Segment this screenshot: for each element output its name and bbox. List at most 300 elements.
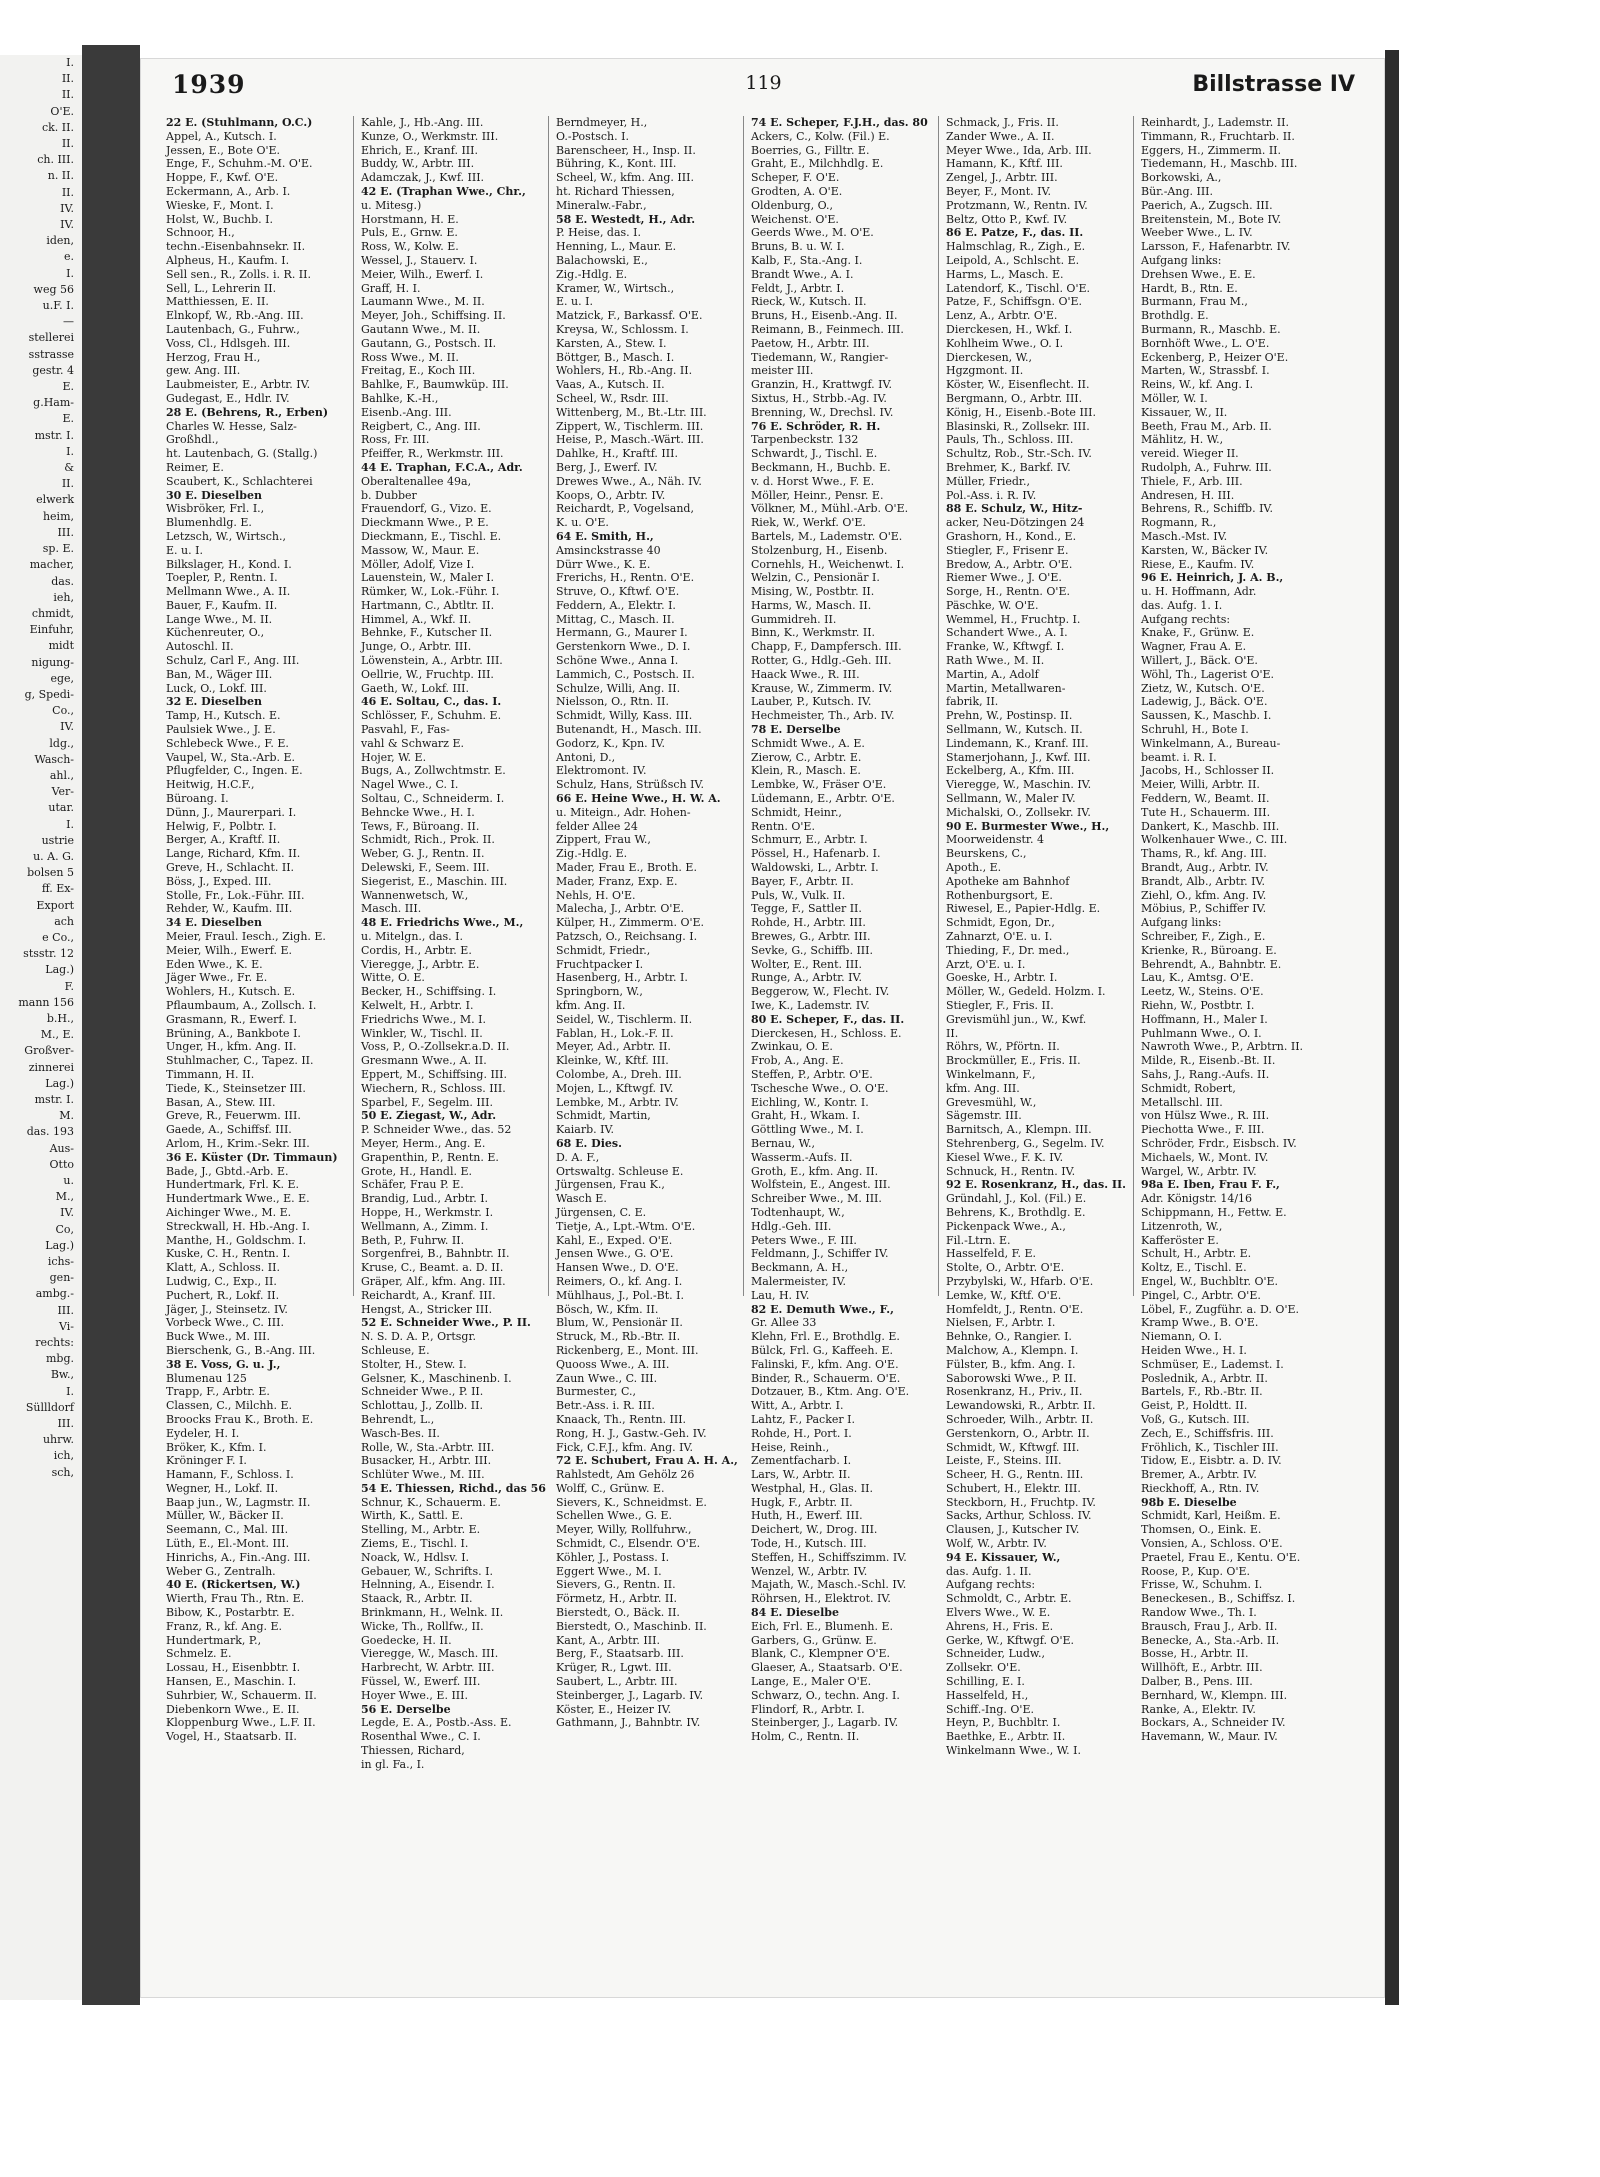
directory-entry: Zander Wwe., A. II. [946,129,1055,143]
directory-entry: 88 E. Schulz, W., Hitz- [946,502,1083,516]
previous-page-fragment: nigung- [31,655,74,669]
directory-entry: Bilkslager, H., Kond. I. [166,557,292,571]
directory-entry: Feldt, J., Arbtr. I. [751,281,845,295]
directory-entry: Blumenau 125 [166,1371,247,1385]
directory-entry: Nawroth Wwe., P., Arbtrn. II. [1141,1040,1304,1054]
directory-entry: Vieregge, W., Masch. III. [361,1647,499,1661]
directory-entry: Sorgenfrei, B., Bahnbtr. II. [361,1247,510,1261]
directory-entry: Karsten, A., Stew. I. [556,336,667,350]
directory-entry: Knaack, Th., Rentn. III. [556,1412,687,1426]
directory-entry: Pflaumbaum, A., Zollsch. I. [166,999,317,1012]
directory-entry: Bülck, Frl. G., Kaffeeh. E. [751,1343,894,1357]
directory-entry: Schroeder, Wilh., Arbtr. II. [946,1412,1094,1426]
directory-entry: Kafferöster E. [1141,1233,1219,1247]
directory-entry: Reichardt, P., Vogelsand, [556,502,694,516]
directory-entry: E. u. I. [556,295,593,309]
directory-entry: Lau, K., Amtsg. O'E. [1141,971,1254,985]
directory-entry: Arzt, O'E. u. I. [946,957,1026,971]
directory-entry: Küchenreuter, O., [166,626,265,640]
directory-entry: Suhrbier, W., Schauerm. II. [166,1688,317,1702]
directory-entry: Bahlke, K.-H., [361,391,439,405]
previous-page-fragment: ich, [53,1449,74,1463]
directory-entry: Rudolph, A., Fuhrw. III. [1141,460,1272,474]
directory-entry: II. [946,1026,959,1040]
directory-entry: Wöhl, Th., Lagerist O'E. [1141,667,1275,681]
directory-entry: Göttling Wwe., M. I. [751,1123,864,1137]
directory-entry: Marten, W., Strassbf. I. [1141,364,1270,378]
directory-entry: Chapp, F., Dampfersch. III. [751,640,902,654]
directory-entry: Vogel, H., Staatsarb. II. [166,1730,297,1744]
directory-entry: Beth, P., Fuhrw. II. [361,1233,465,1247]
directory-entry: Bartels, F., Rb.-Btr. II. [1141,1385,1263,1399]
directory-entry: Bierstedt, O., Maschinb. II. [556,1619,707,1633]
directory-entry: Schöne Wwe., Anna I. [556,654,679,668]
directory-entry: Vorbeck Wwe., C. III. [166,1316,284,1330]
previous-page-fragment: III. [57,1303,74,1317]
directory-entry: Lauber, P., Kutsch. IV. [751,695,872,709]
directory-entry: Broocks Frau K., Broth. E. [166,1412,314,1426]
directory-entry: Blasinski, R., Zollsekr. III. [946,419,1090,433]
directory-entry: Sacks, Arthur, Schloss. IV. [946,1509,1092,1523]
directory-entry: Schmidt, Martin, [556,1109,651,1123]
directory-entry: Jacobs, H., Schlosser II. [1141,764,1275,778]
previous-page-text [0,55,82,1481]
directory-entry: Butenandt, H., Masch. III. [556,723,702,737]
directory-entry: Knake, F., Grünw. E. [1141,626,1255,640]
directory-entry: Gerstenkorn Wwe., D. I. [556,640,691,654]
directory-entry: Schilling, E. I. [946,1675,1025,1689]
directory-entry: Mader, Franz, Exp. E. [556,874,678,888]
directory-entry: Michalski, O., Zollsekr. IV. [946,805,1091,819]
previous-page-fragment: M. [59,1109,74,1123]
directory-entry: Graht, E., Milchhdlg. E. [751,157,884,171]
previous-page-fragment: b.H., [46,1011,74,1025]
page-edge-shadow [1385,50,1399,2005]
directory-entry: Boerries, G., Filltr. E. [751,143,870,157]
directory-entry: Barenscheer, H., Insp. II. [556,143,696,157]
directory-entry: Graht, H., Wkam. I. [751,1109,860,1123]
directory-entry: Büroang. I. [166,792,229,806]
directory-entry: Schmidt, Friedr., [556,943,651,957]
directory-entry: Steffen, P., Arbtr. O'E. [751,1067,873,1081]
directory-entry: Kissauer, W., II. [1141,405,1228,419]
directory-entry: 66 E. Heine Wwe., H. W. A. [556,792,721,806]
directory-entry: Behrendt, A., Bahnbtr. E. [1141,957,1282,971]
directory-entry: Hasselfeld, H., [946,1688,1029,1702]
directory-entry: Sellmann, W., Maler IV. [946,792,1076,806]
directory-entry: Oellrie, W., Fruchtp. III. [361,667,494,681]
previous-page-fragment: M., E. [40,1028,74,1042]
directory-entry: Becker, H., Schiffsing. I. [361,985,497,999]
directory-entry: Siegerist, E., Maschin. III. [361,874,508,888]
directory-entry: Gudegast, E., Hdlr. IV. [166,391,290,405]
directory-entry: beamt. i. R. I. [1141,750,1217,764]
directory-entry: Lahtz, F., Packer I. [751,1412,855,1426]
directory-entry: Berg, F., Staatsarb. III. [556,1647,684,1661]
directory-entry: Burmester, C., [556,1385,637,1399]
directory-entry: Tarpenbeckstr. 132 [751,433,859,447]
directory-entry: Dierckesen, H., Wkf. I. [946,322,1073,336]
directory-entry: Hoppe, H., Werkmstr. I. [361,1205,494,1219]
directory-entry: u. Mitelgn., das. I. [361,930,464,944]
directory-entry: Wicke, Th., Rollfw., II. [361,1619,484,1633]
directory-entry: Amsinckstrasse 40 [556,543,661,557]
directory-entry: Apotheke am Bahnhof [946,874,1070,888]
directory-entry: Weeber Wwe., L. IV. [1141,226,1253,240]
directory-entry: Beeth, Frau M., Arb. II. [1141,419,1272,433]
directory-entry: Rath Wwe., M. II. [946,654,1045,668]
directory-entry: Gelsner, K., Maschinenb. I. [361,1371,512,1385]
directory-entry: Meyer, Joh., Schiffsing. II. [361,309,506,323]
directory-entry: Baap jun., W., Lagmstr. II. [166,1495,311,1509]
directory-entry: Schellen Wwe., G. E. [556,1509,673,1523]
previous-page-fragment: chmidt, [31,606,74,620]
directory-entry: Lossau, H., Eisenbbtr. I. [166,1661,301,1675]
directory-entry: Harbrecht, W. Arbtr. III. [361,1661,495,1675]
directory-entry: Litzenroth, W., [1141,1219,1223,1233]
directory-entry: Tschesche Wwe., O. O'E. [751,1081,889,1095]
previous-page-fragment: II. [61,72,74,86]
directory-entry: Kiesel Wwe., F. K. IV. [946,1150,1064,1164]
directory-entry: Puchert, R., Lokf. II. [166,1288,280,1302]
directory-entry: Classen, C., Milchh. E. [166,1399,293,1413]
directory-entry: Winkelmann, A., Bureau- [1141,736,1281,750]
directory-entry: b. Dubber [361,488,417,502]
directory-entry: Scheer, H. G., Rentn. III. [946,1468,1084,1482]
directory-entry: Röhrs, W., Pförtn. II. [946,1040,1060,1054]
directory-entry: Praetel, Frau E., Kentu. O'E. [1141,1550,1301,1564]
directory-entry: Kruse, C., Beamt. a. D. II. [361,1261,504,1275]
directory-entry: Sievers, K., Schneidmst. E. [556,1495,707,1509]
directory-entry: Beckmann, H., Buchb. E. [751,460,891,474]
directory-entry: Berndmeyer, H., [556,116,648,129]
directory-entry: Köster, W., Eisenflecht. II. [946,378,1090,392]
directory-entry: Wessel, J., Stauerv. I. [361,253,478,267]
directory-entry: Fablan, H., Lok.-F. II. [556,1026,674,1040]
previous-page-fragment: g.Ham- [33,396,74,410]
directory-entry: Ross, W., Kolw. E. [361,240,459,254]
directory-entry: Riwesel, E., Papier-Hdlg. E. [946,902,1101,916]
directory-entry: Brandt Wwe., A. I. [751,267,854,281]
directory-entry: Rothenburgsort, E. [946,888,1053,902]
directory-entry: Tews, F., Büroang. II. [361,819,480,833]
directory-entry: Brewes, G., Arbtr. III. [751,930,871,944]
previous-page-fragment: sch, [51,1465,74,1479]
directory-entry: Vieregge, J., Arbtr. E. [361,957,480,971]
directory-entry: Fröhlich, K., Tischler III. [1141,1440,1279,1454]
previous-page-fragment: ach [54,914,74,928]
directory-entry: Milde, R., Eisenb.-Bt. II. [1141,1054,1276,1068]
page-year: 1939 [172,70,246,99]
directory-entry: Bahlke, F., Baumwküp. III. [361,378,509,392]
directory-entry: Eydeler, H. I. [166,1426,240,1440]
previous-page-fragment: M., [55,1190,74,1204]
previous-page-fragment: g, Spedi- [24,687,74,701]
directory-entry: Willert, J., Bäck. O'E. [1141,654,1258,668]
directory-entry: Hartmann, C., Abtltr. II. [361,598,495,612]
directory-entry: Bade, J., Gbtd.-Arb. E. [166,1164,289,1178]
directory-entry: Grevismühl jun., W., Kwf. [946,1012,1087,1026]
directory-entry: Zollsekr. O'E. [946,1661,1021,1675]
previous-page-fragment: sp. E. [42,542,74,556]
directory-entry: Möller, Adolf, Vize I. [361,557,475,571]
directory-entry: 48 E. Friedrichs Wwe., M., [361,916,524,930]
directory-entry: Garbers, G., Grünw. E. [751,1633,877,1647]
directory-column-3 [554,116,744,1730]
previous-page-edge [0,55,84,2000]
directory-entry: Rong, H. J., Gastw.-Geh. IV. [556,1426,707,1440]
directory-entry: Schmidt, Willy, Kass. III. [556,709,693,723]
directory-entry: Blum, W., Pensionär II. [556,1316,683,1330]
directory-entry: Cornehls, H., Weichenwt. I. [751,557,905,571]
directory-entry: Schwarz, O., techn. Ang. I. [751,1688,900,1702]
directory-entry: Bredow, A., Arbtr. O'E. [946,557,1073,571]
directory-entry: Ladewig, J., Bäck. O'E. [1141,695,1268,709]
directory-entry: Meier, Wilh., Ewerf. I. [361,267,484,281]
directory-entry: Kunze, O., Werkmstr. III. [361,129,499,143]
directory-entry: Schlüter Wwe., M. III. [361,1468,485,1482]
directory-entry: Malchow, A., Klempn. I. [946,1343,1079,1357]
directory-entry: Schmidt, C., Elsendr. O'E. [556,1537,701,1551]
previous-page-fragment: ck. II. [41,120,74,134]
directory-entry: Beurskens, C., [946,847,1027,861]
directory-entry: Unger, H., kfm. Ang. II. [166,1040,297,1054]
directory-entry: Huth, H., Ewerf. III. [751,1509,863,1523]
previous-page-fragment: F. [64,979,74,993]
directory-entry: Hengst, A., Stricker III. [361,1302,493,1316]
directory-entry: Zierow, C., Arbtr. E. [751,750,862,764]
previous-page-fragment: ldg., [49,736,74,750]
directory-entry: Gerstenkorn, O., Arbtr. II. [946,1426,1090,1440]
directory-entry: Jürgensen, Frau K., [556,1178,665,1192]
directory-entry: Gräper, Alf., kfm. Ang. III. [361,1274,506,1288]
directory-entry: Kramp Wwe., B. O'E. [1141,1316,1259,1330]
directory-entry: Wasserm.-Aufs. II. [751,1150,853,1164]
directory-entry: Diebenkorn Wwe., E. II. [166,1702,300,1716]
directory-entry: Timmann, R., Fruchtarb. II. [1141,129,1295,143]
directory-entry: Kalb, F., Sta.-Ang. I. [751,253,863,267]
directory-entry: Friedrichs Wwe., M. I. [361,1012,486,1026]
directory-entry: Alpheus, H., Kaufm. I. [166,253,290,267]
directory-entry: Tiedemann, W., Rangier- [751,350,889,364]
directory-entry: Goedecke, H. II. [361,1633,452,1647]
directory-entry: Müller, W., Bäcker II. [166,1509,284,1523]
directory-entry: Gathmann, J., Bahnbtr. IV. [556,1716,701,1730]
directory-entry: Noack, W., Hdlsv. I. [361,1550,470,1564]
directory-entry: Witt, A., Arbtr. I. [751,1399,844,1413]
directory-entry: 78 E. Derselbe [751,723,841,737]
directory-entry: Wieske, F., Mont. I. [166,198,274,212]
directory-entry: Sevke, G., Schiffb. III. [751,943,873,957]
directory-entry: Legde, E. A., Postb.-Ass. E. [361,1716,512,1730]
previous-page-fragment: IV. [60,1206,74,1220]
directory-entry: Bruns, H., Eisenb.-Ang. II. [751,309,898,323]
directory-entry: Harms, W., Masch. II. [751,598,872,612]
directory-entry: Stuhlmacher, C., Tapez. II. [166,1054,314,1068]
directory-entry: 38 E. Voss, G. u. J., [166,1357,281,1371]
directory-entry: 52 E. Schneider Wwe., P. II. [361,1316,531,1330]
directory-entry: Majath, W., Masch.-Schl. IV. [751,1578,907,1592]
directory-entry: Schröder, Frdr., Eisbsch. IV. [1141,1136,1297,1150]
directory-entry: Zech, E., Schiffsfris. III. [1141,1426,1274,1440]
directory-entry: Dankert, K., Maschb. III. [1141,819,1280,833]
previous-page-fragment: ahl., [49,768,74,782]
directory-entry: Latendorf, K., Tischl. O'E. [946,281,1091,295]
directory-entry: Letzsch, W., Wirtsch., [166,529,286,543]
directory-entry: Bröker, K., Kfm. I. [166,1440,267,1454]
directory-entry: Todtenhaupt, W., [751,1205,845,1219]
directory-entry: Feddern, W., Beamt. II. [1141,792,1270,806]
directory-entry: in gl. Fa., I. [361,1757,425,1771]
directory-entry: Mojen, L., Kftwgf. IV. [556,1081,674,1095]
previous-page-fragment: mstr. I. [34,1093,74,1106]
directory-entry: Jensen Wwe., G. O'E. [556,1247,674,1261]
directory-entry: Burmann, R., Maschb. E. [1141,322,1281,336]
directory-entry: Pol.-Ass. i. R. IV. [946,488,1037,502]
directory-entry: Schlebeck Wwe., F. E. [166,736,289,750]
directory-entry: Wellmann, A., Zimm. I. [361,1219,489,1233]
directory-entry: Berger, A., Kraftf. II. [166,833,281,847]
previous-page-fragment: mann 156 [18,995,74,1009]
directory-entry: Wolkenhauer Wwe., C. III. [1141,833,1288,847]
directory-entry: Baethke, E., Arbtr. II. [946,1730,1066,1744]
directory-entry: Wenzel, W., Arbtr. IV. [751,1564,868,1578]
directory-entry: Thiessen, Richard, [361,1744,465,1758]
directory-entry: Stolle, Fr., Lok.-Führ. III. [166,888,305,902]
directory-entry: Wittenberg, M., Bt.-Ltr. III. [556,405,707,419]
directory-entry: Dürr Wwe., K. E. [556,557,651,571]
directory-entry: Gründahl, J., Kol. (Fil.) E. [946,1192,1087,1206]
directory-entry: Brandt, Aug., Arbtr. IV. [1141,861,1269,875]
directory-entry: Frauendorf, G., Vizo. E. [361,502,492,516]
directory-entry: Pasvahl, F., Fas- [361,723,450,737]
directory-entry: Wasch E. [556,1192,607,1206]
previous-page-fragment: gen- [49,1271,74,1285]
directory-entry: Meyer, Ad., Arbtr. II. [556,1040,671,1054]
directory-entry: 92 E. Rosenkranz, H., das. II. [946,1178,1126,1192]
directory-entry: Streckwall, H. Hb.-Ang. I. [166,1219,310,1233]
directory-entry: Schmüser, E., Lademst. I. [1141,1357,1284,1371]
directory-entry: Jäger, J., Steinsetz. IV. [166,1302,288,1316]
directory-entry: Kelwelt, H., Arbtr. I. [361,999,474,1012]
directory-entry: Bartels, M., Lademstr. O'E. [751,529,903,543]
directory-entry: Thieding, F., Dr. med., [946,943,1070,957]
directory-entry: Jessen, E., Bote O'E. [166,143,281,157]
previous-page-fragment: ch. III. [37,153,74,167]
directory-entry: 94 E. Kissauer, W., [946,1550,1061,1564]
directory-entry: Schmurr, E., Arbtr. I. [751,833,868,847]
directory-entry: Drehsen Wwe., E. E. [1141,267,1256,281]
directory-entry: Rieck, W., Kutsch. II. [751,295,867,309]
directory-entry: 76 E. Schröder, R. H. [751,419,881,433]
directory-entry: Klehn, Frl. E., Brothdlg. E. [751,1330,900,1344]
directory-entry: 30 E. Dieselben [166,488,262,502]
previous-page-fragment: Lag.) [45,1076,74,1090]
directory-entry: Aufgang links: [1141,253,1222,267]
directory-entry: Kröninger F. I. [166,1454,247,1468]
directory-entry: Schiff.-Ing. O'E. [946,1702,1034,1716]
directory-entry: 34 E. Dieselben [166,916,262,930]
previous-page-fragment: midt [48,639,74,653]
page-number: 119 [745,72,782,94]
directory-entry: Breitenstein, M., Bote IV. [1141,212,1282,226]
previous-page-fragment: Ver- [51,785,74,799]
directory-entry: Mineralw.-Fabr., [556,198,647,212]
directory-entry: 74 E. Scheper, F.J.H., das. 80 [751,116,928,129]
directory-entry: Schmidt Wwe., A. E. [751,736,865,750]
directory-entry: Kahle, J., Hb.-Ang. III. [361,116,484,129]
directory-entry: Greve, R., Feuerwm. III. [166,1109,301,1123]
directory-entry: Heitwig, H.C.F., [166,778,255,792]
directory-entry: Hundertmark Wwe., E. E. [166,1192,310,1206]
directory-entry: Sievers, G., Rentn. II. [556,1578,676,1592]
directory-entry: Gummidreh. II. [751,612,837,626]
directory-entry: Bierstedt, O., Bäck. II. [556,1606,680,1620]
directory-entry: Zig.-Hdlg. E. [556,267,628,281]
directory-entry: Elektromont. IV. [556,764,647,778]
directory-entry: Nielsen, F., Arbtr. I. [946,1316,1056,1330]
directory-entry: Schmidt, Egon, Dr., [946,916,1055,930]
directory-entry: Poslednik, A., Arbtr. II. [1141,1371,1268,1385]
directory-entry: Grapenthin, P., Rentn. E. [361,1150,499,1164]
directory-entry: Tegge, F., Sattler II. [751,902,862,916]
directory-entry: Brothdlg. E. [1141,309,1209,323]
directory-entry: Gaeth, W., Lokf. III. [361,681,470,695]
directory-entry: 50 E. Ziegast, W., Adr. [361,1109,497,1123]
directory-entry: 42 E. (Traphan Wwe., Chr., [361,184,526,198]
directory-entry: Massow, W., Maur. E. [361,543,480,557]
directory-entry: Lembke, W., Fräser O'E. [751,778,887,792]
previous-page-fragment: ieh, [53,590,74,604]
directory-entry: Puls, W., Vulk. II. [751,888,846,902]
directory-entry: Winkelmann, F., [946,1067,1036,1081]
directory-entry: Rümker, W., Lok.-Führ. I. [361,585,500,599]
directory-entry: Patzsch, O., Reichsang. I. [556,930,698,944]
directory-entry: Beneckesen., B., Schiffsz. I. [1141,1592,1296,1606]
directory-entry: Ortswaltg. Schleuse E. [556,1164,684,1178]
directory-entry: Geerds Wwe., M. O'E. [751,226,874,240]
previous-page-fragment: Export [36,898,74,912]
directory-entry: Schnuck, H., Rentn. IV. [946,1164,1076,1178]
directory-entry: Schmidt, Karl, Heißm. E. [1141,1509,1281,1523]
street-heading: Billstrasse IV [1192,72,1355,97]
directory-entry: Kohlheim Wwe., O. I. [946,336,1064,350]
directory-entry: Tietje, A., Lpt.-Wtm. O'E. [556,1219,696,1233]
directory-entry: Dotzauer, B., Ktm. Ang. O'E. [751,1385,910,1399]
directory-entry: Dahlke, H., Kraftf. III. [556,447,678,461]
directory-entry: Kleinke, W., Kftf. III. [556,1054,669,1068]
directory-entry: Krüger, R., Lgwt. III. [556,1661,672,1675]
directory-entry: 54 E. Thiessen, Richd., das 56 [361,1481,546,1495]
directory-entry: kfm. Ang. II. [556,999,626,1012]
directory-column-1 [164,116,354,1744]
directory-entry: Ranke, A., Elektr. IV. [1141,1702,1256,1716]
directory-entry: Schandert Wwe., A. I. [946,626,1068,640]
directory-entry: Bremer, A., Arbtr. IV. [1141,1468,1257,1482]
directory-entry: Adamczak, J., Kwf. III. [361,171,485,185]
directory-entry: Sägemstr. III. [946,1109,1022,1123]
directory-entry: Brehmer, K., Barkf. IV. [946,460,1071,474]
directory-entry: König, H., Eisenb.-Bote III. [946,405,1096,419]
directory-entry: Junge, O., Arbtr. III. [361,640,472,654]
directory-entry: Ludwig, C., Exp., II. [166,1274,277,1288]
previous-page-fragment: III. [57,1417,74,1431]
directory-entry: Frob, A., Ang. E. [751,1054,844,1068]
directory-entry: Großhdl., [166,433,219,447]
directory-entry: Fick, C.F.J., kfm. Ang. IV. [556,1440,694,1454]
directory-entry: Eppert, M., Schiffsing. III. [361,1067,507,1081]
directory-entry: Beggerow, W., Flecht. IV. [751,985,890,999]
